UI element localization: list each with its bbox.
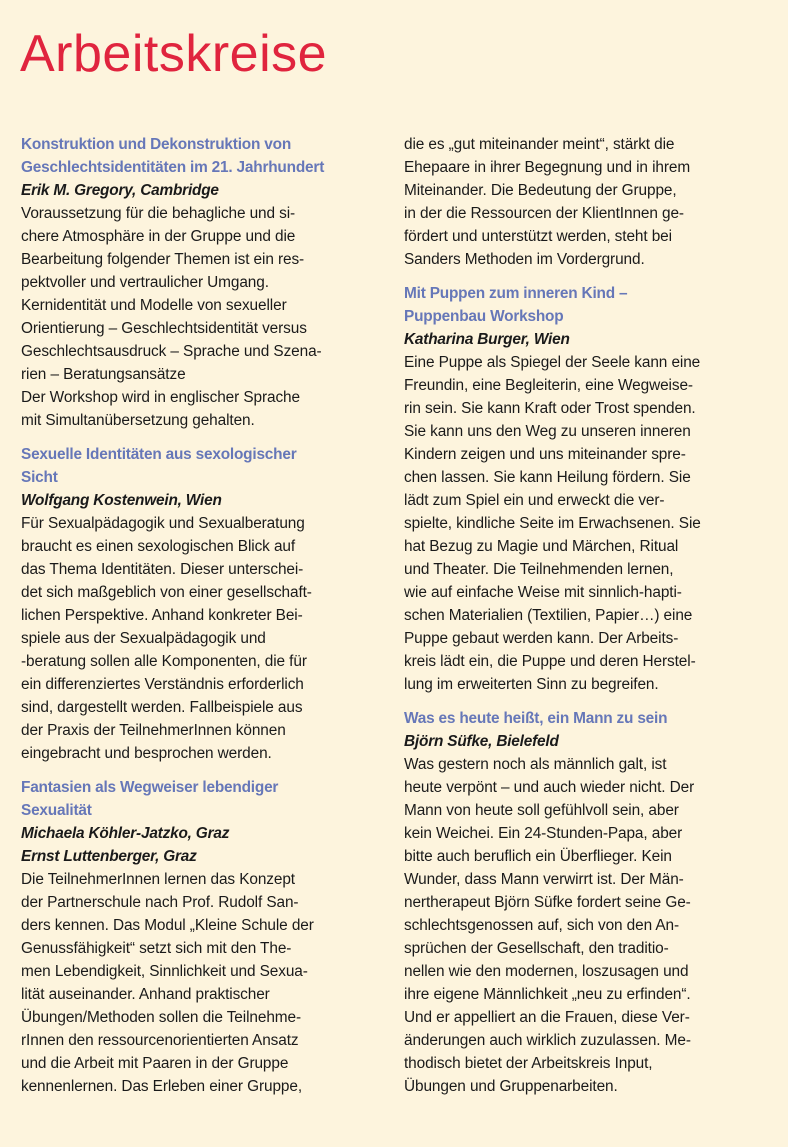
body-text-line: Geschlechtsausdruck – Sprache und Szena- bbox=[21, 343, 322, 360]
body-text-line: Miteinander. Die Bedeutung der Gruppe, bbox=[404, 182, 677, 199]
body-text-line: spiele aus der Sexualpädagogik und bbox=[21, 630, 266, 647]
workshop-section bbox=[21, 776, 361, 1098]
body-text-line: fördert und unterstützt werden, steht bei bbox=[404, 228, 672, 245]
body-text-line: Wunder, dass Mann verwirrt ist. Der Män- bbox=[404, 871, 684, 888]
body-text-line: lädt zum Spiel ein und erweckt die ver- bbox=[404, 492, 665, 509]
section-title: Puppenbau Workshop bbox=[404, 308, 564, 325]
body-text-line: chere Atmosphäre in der Gruppe und die bbox=[21, 228, 296, 245]
body-text-line: lichen Perspektive. Anhand konkreter Bei- bbox=[21, 607, 303, 624]
body-text-line: und Theater. Die Teilnehmenden lernen, bbox=[404, 561, 674, 578]
body-text-line: Kindern zeigen und uns miteinander spre- bbox=[404, 446, 686, 463]
body-text-line: eingebracht und besprochen werden. bbox=[21, 745, 272, 762]
body-text-line: rien – Beratungsansätze bbox=[21, 366, 186, 383]
body-text-line: pektvoller und vertraulicher Umgang. bbox=[21, 274, 269, 291]
body-text-line: kein Weichei. Ein 24-Stunden-Papa, aber bbox=[404, 825, 683, 842]
body-text-line: Sanders Methoden im Vordergrund. bbox=[404, 251, 645, 268]
continued-text bbox=[404, 133, 756, 271]
body-text-line: ihre eigene Männlichkeit „neu zu erfinden“. bbox=[404, 986, 691, 1003]
body-text-line: mit Simultanübersetzung gehalten. bbox=[21, 412, 255, 429]
section-title: Geschlechtsidentitäten im 21. Jahrhundert bbox=[21, 159, 325, 176]
body-text-line: Ehepaare in ihrer Begegnung und in ihrem bbox=[404, 159, 691, 176]
body-text-line: bitte auch beruflich ein Überflieger. Kein bbox=[404, 848, 672, 865]
body-text-line: Kernidentität und Modelle von sexueller bbox=[21, 297, 287, 314]
section-title: Fantasien als Wegweiser lebendiger bbox=[21, 779, 279, 796]
workshop-section bbox=[404, 282, 756, 696]
body-text-line: Eine Puppe als Spiegel der Seele kann eine bbox=[404, 354, 701, 371]
body-text-line: kennenlernen. Das Erleben einer Gruppe, bbox=[21, 1078, 303, 1095]
body-text-line: wie auf einfache Weise mit sinnlich-hapti- bbox=[404, 584, 682, 601]
right-column bbox=[404, 133, 756, 1109]
body-text-line: Orientierung – Geschlechtsidentität versus bbox=[21, 320, 307, 337]
body-text-line: lität auseinander. Anhand praktischer bbox=[21, 986, 270, 1003]
body-text-line: det sich maßgeblich von einer gesellschaft- bbox=[21, 584, 312, 601]
body-text-line: Mann von heute soll gefühlvoll sein, aber bbox=[404, 802, 679, 819]
body-text-line: chen lassen. Sie kann Heilung fördern. Sie bbox=[404, 469, 691, 486]
body-text-line: Genussfähigkeit“ setzt sich mit den The- bbox=[21, 940, 292, 957]
body-text-line: Für Sexualpädagogik und Sexualberatung bbox=[21, 515, 305, 532]
body-text-line: sind, dargestellt werden. Fallbeispiele aus bbox=[21, 699, 303, 716]
body-text-line: schen Materialien (Textilien, Papier…) eine bbox=[404, 607, 693, 624]
body-text-line: heute verpönt – und auch wieder nicht. Der bbox=[404, 779, 695, 796]
body-text-line: spielte, kindliche Seite im Erwachsenen. Sie bbox=[404, 515, 701, 532]
section-title: Sexuelle Identitäten aus sexologischer bbox=[21, 446, 297, 463]
workshop-section bbox=[21, 443, 361, 765]
body-text-line: -beratung sollen alle Komponenten, die für bbox=[21, 653, 307, 670]
body-text-line: Bearbeitung folgender Themen ist ein res- bbox=[21, 251, 305, 268]
body-text-line: Und er appelliert an die Frauen, diese Ver- bbox=[404, 1009, 690, 1026]
body-text-line: der Partnerschule nach Prof. Rudolf San- bbox=[21, 894, 299, 911]
body-text-line: sprüchen der Gesellschaft, den traditio- bbox=[404, 940, 669, 957]
body-text-line: das Thema Identitäten. Dieser unterschei- bbox=[21, 561, 304, 578]
workshop-section bbox=[404, 707, 756, 1098]
section-title: Was es heute heißt, ein Mann zu sein bbox=[404, 710, 668, 727]
body-text-line: die es „gut miteinander meint“, stärkt die bbox=[404, 136, 675, 153]
author-name: Katharina Burger, Wien bbox=[404, 331, 570, 348]
workshop-section bbox=[21, 133, 361, 432]
body-text-line: schlechtsgenossen auf, sich von den An- bbox=[404, 917, 680, 934]
body-text-line: Puppe gebaut werden kann. Der Arbeits- bbox=[404, 630, 679, 647]
body-text-line: rin sein. Sie kann Kraft oder Trost spenden. bbox=[404, 400, 696, 417]
body-text-line: lung im erweiterten Sinn zu begreifen. bbox=[404, 676, 659, 693]
body-text-line: rInnen den ressourcenorientierten Ansatz bbox=[21, 1032, 299, 1049]
body-text-line: Der Workshop wird in englischer Sprache bbox=[21, 389, 300, 406]
body-text-line: braucht es einen sexologischen Blick auf bbox=[21, 538, 296, 555]
section-title: Sicht bbox=[21, 469, 58, 486]
author-name: Erik M. Gregory, Cambridge bbox=[21, 182, 219, 199]
body-text-line: Freundin, eine Begleiterin, eine Wegweise- bbox=[404, 377, 693, 394]
author-name: Michaela Köhler-Jatzko, Graz bbox=[21, 825, 230, 842]
author-name: Björn Süfke, Bielefeld bbox=[404, 733, 559, 750]
body-text-line: Übungen und Gruppenarbeiten. bbox=[404, 1078, 618, 1095]
section-title: Mit Puppen zum inneren Kind – bbox=[404, 285, 628, 302]
section-title: Sexualität bbox=[21, 802, 92, 819]
body-text-line: Was gestern noch als männlich galt, ist bbox=[404, 756, 667, 773]
body-text-line: hat Bezug zu Magie und Märchen, Ritual bbox=[404, 538, 679, 555]
body-text-line: änderungen auch wirklich zuzulassen. Me- bbox=[404, 1032, 691, 1049]
body-text-line: Die TeilnehmerInnen lernen das Konzept bbox=[21, 871, 295, 888]
author-name: Wolfgang Kostenwein, Wien bbox=[21, 492, 222, 509]
body-text-line: men Lebendigkeit, Sinnlichkeit und Sexua- bbox=[21, 963, 308, 980]
body-text-line: Voraussetzung für die behagliche und si- bbox=[21, 205, 296, 222]
body-text-line: und die Arbeit mit Paaren in der Gruppe bbox=[21, 1055, 289, 1072]
body-text-line: der Praxis der TeilnehmerInnen können bbox=[21, 722, 286, 739]
page-title: Arbeitskreise bbox=[20, 25, 328, 83]
body-text-line: nertherapeut Björn Süfke fordert seine Ge- bbox=[404, 894, 691, 911]
body-text-line: nellen wie den modernen, loszusagen und bbox=[404, 963, 689, 980]
body-text-line: kreis lädt ein, die Puppe und deren Herstel- bbox=[404, 653, 696, 670]
body-text-line: ein differenziertes Verständnis erforderlich bbox=[21, 676, 304, 693]
author-name: Ernst Luttenberger, Graz bbox=[21, 848, 197, 865]
body-text-line: Sie kann uns den Weg zu unseren inneren bbox=[404, 423, 691, 440]
left-column bbox=[21, 133, 361, 1109]
section-title: Konstruktion und Dekonstruktion von bbox=[21, 136, 292, 153]
body-text-line: thodisch bietet der Arbeitskreis Input, bbox=[404, 1055, 653, 1072]
body-text-line: ders kennen. Das Modul „Kleine Schule der bbox=[21, 917, 314, 934]
body-text-line: in der die Ressourcen der KlientInnen ge- bbox=[404, 205, 684, 222]
body-text-line: Übungen/Methoden sollen die Teilnehme- bbox=[21, 1009, 301, 1026]
